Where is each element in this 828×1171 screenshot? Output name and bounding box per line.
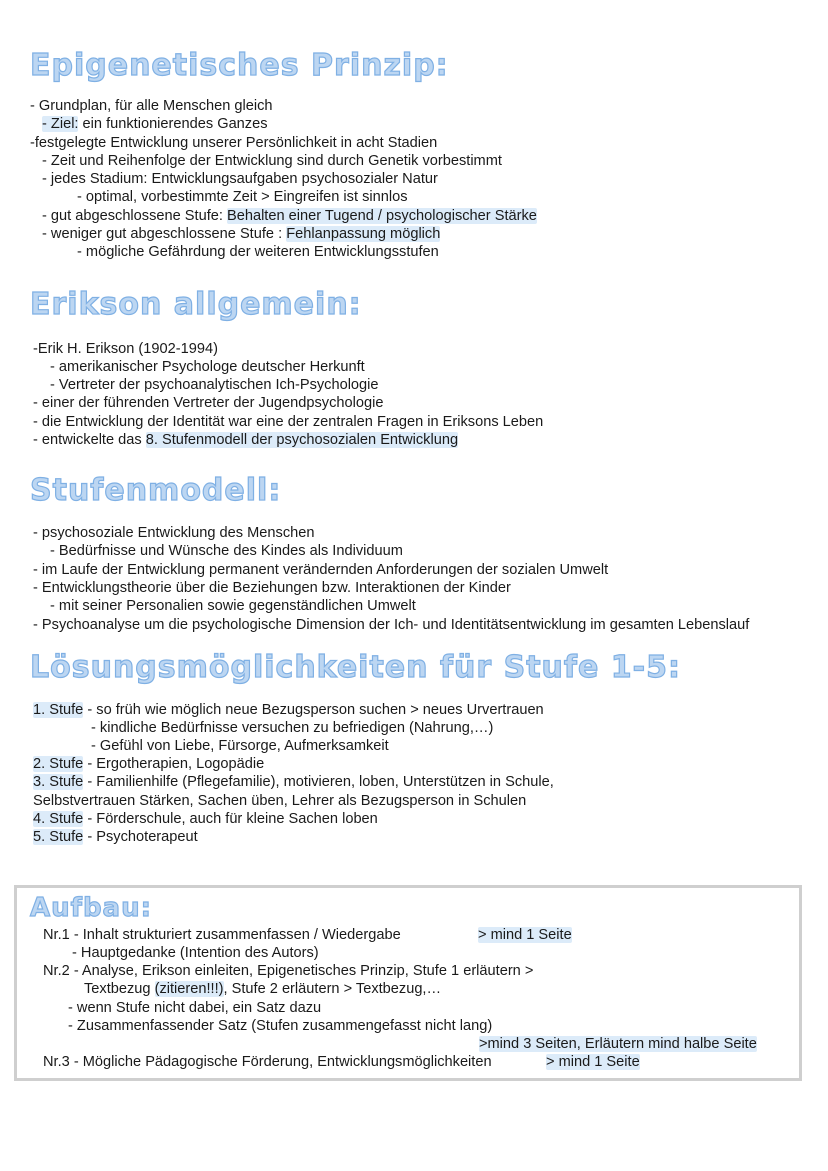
text-span: - entwickelte das <box>33 432 146 448</box>
text-line: - Hauptgedanke (Intention des Autors) <box>72 945 319 961</box>
highlight: (zitieren!!!) <box>154 981 224 997</box>
highlight: 8. Stufenmodell der psychosozialen Entwicklung <box>145 432 459 448</box>
text-line: - optimal, vorbestimmte Zeit > Eingreifen ist sinnlos <box>77 189 408 205</box>
text-line <box>33 701 544 719</box>
text-line <box>33 828 198 846</box>
highlight: 2. Stufe <box>33 756 84 772</box>
text-line: - im Laufe der Entwicklung permanent verändernden Anforderungen der sozialen Umwelt <box>33 562 609 578</box>
text-line: - Grundplan, für alle Menschen gleich <box>30 98 273 114</box>
highlight: 4. Stufe <box>33 811 84 827</box>
text-line: - Entwicklungstheorie über die Beziehungen bzw. Interaktionen der Kinder <box>33 580 511 596</box>
text-line <box>84 980 441 998</box>
text-span: , Stufe 2 erläutern > Textbezug,… <box>223 981 442 997</box>
heading-aufbau: Aufbau: <box>30 893 153 923</box>
text-line: - einer der führenden Vertreter der Jugendpsychologie <box>33 395 384 411</box>
text-line <box>479 1035 757 1053</box>
text-span: ein funktionierendes Ganzes <box>78 116 268 132</box>
highlight: 1. Stufe <box>33 702 84 718</box>
highlight: >mind 3 Seiten, Erläutern mind halbe Seite <box>479 1036 757 1052</box>
text-line: -Erik H. Erikson (1902-1994) <box>33 341 218 357</box>
text-line <box>33 431 458 449</box>
text-line <box>42 115 268 133</box>
text-line: - Zeit und Reihenfolge der Entwicklung sind durch Genetik vorbestimmt <box>42 153 502 169</box>
text-line: Nr.1 - Inhalt strukturiert zusammenfassen / Wiedergabe <box>43 927 401 943</box>
heading-erikson-allgemein: Erikson allgemein: <box>30 287 362 322</box>
text-line: - mögliche Gefährdung der weiteren Entwicklungsstufen <box>77 244 439 260</box>
text-span: - weniger gut abgeschlossene Stufe : <box>42 226 287 242</box>
text-line: - Vertreter der psychoanalytischen Ich-Psychologie <box>50 377 379 393</box>
highlight: Fehlanpassung möglich <box>286 226 441 242</box>
text-line: -festgelegte Entwicklung unserer Persönlichkeit in acht Stadien <box>30 135 438 151</box>
text-line: - wenn Stufe nicht dabei, ein Satz dazu <box>68 1000 322 1016</box>
text-line <box>33 755 264 773</box>
text-span: - so früh wie möglich neue Bezugsperson suchen > neues Urvertrauen <box>83 702 544 718</box>
text-line: - Psychoanalyse um die psychologische Dimension der Ich- und Identitätsentwicklung im gesamten Lebenslauf <box>33 617 750 633</box>
text-span: - Psychoterapeut <box>83 829 198 845</box>
text-span: - Förderschule, auch für kleine Sachen loben <box>83 811 378 827</box>
heading-stufenmodell: Stufenmodell: <box>30 473 282 508</box>
highlight: 3. Stufe <box>33 774 84 790</box>
text-line <box>33 773 554 791</box>
text-line: - Bedürfnisse und Wünsche des Kindes als Individuum <box>50 543 403 559</box>
highlight: - Ziel: <box>42 116 79 132</box>
text-span: - Ergotherapien, Logopädie <box>83 756 265 772</box>
text-line: - amerikanischer Psychologe deutscher Herkunft <box>50 359 365 375</box>
text-line: Nr.2 - Analyse, Erikson einleiten, Epigenetisches Prinzip, Stufe 1 erläutern > <box>43 963 534 979</box>
highlight: > mind 1 Seite <box>478 927 572 943</box>
heading-loesungsmoeglichkeiten: Lösungsmöglichkeiten für Stufe 1-5: <box>30 650 681 685</box>
text-line: - mit seiner Personalien sowie gegenständlichen Umwelt <box>50 598 416 614</box>
text-line <box>42 207 537 225</box>
highlight: > mind 1 Seite <box>546 1054 640 1070</box>
text-line <box>478 926 572 944</box>
text-line <box>546 1053 640 1071</box>
text-line: Selbstvertrauen Stärken, Sachen üben, Lehrer als Bezugsperson in Schulen <box>33 793 527 809</box>
text-span: Textbezug <box>84 981 155 997</box>
text-line <box>42 225 440 243</box>
text-line: - kindliche Bedürfnisse versuchen zu befriedigen (Nahrung,…) <box>91 720 494 736</box>
highlight: 5. Stufe <box>33 829 84 845</box>
text-line: - jedes Stadium: Entwicklungsaufgaben psychosozialer Natur <box>42 171 438 187</box>
text-line: - psychosoziale Entwicklung des Menschen <box>33 525 315 541</box>
text-line: Nr.3 - Mögliche Pädagogische Förderung, Entwicklungsmöglichkeiten <box>43 1054 492 1070</box>
highlight: Behalten einer Tugend / psychologischer Stärke <box>226 208 537 224</box>
text-line: - die Entwicklung der Identität war eine der zentralen Fragen in Eriksons Leben <box>33 414 544 430</box>
text-span: - gut abgeschlossene Stufe: <box>42 208 227 224</box>
text-span: - Familienhilfe (Pflegefamilie), motivieren, loben, Unterstützen in Schule, <box>83 774 554 790</box>
heading-epigenetisches-prinzip: Epigenetisches Prinzip: <box>30 48 449 83</box>
text-line: - Gefühl von Liebe, Fürsorge, Aufmerksamkeit <box>91 738 389 754</box>
text-line <box>33 810 378 828</box>
text-line: - Zusammenfassender Satz (Stufen zusammengefasst nicht lang) <box>68 1018 493 1034</box>
